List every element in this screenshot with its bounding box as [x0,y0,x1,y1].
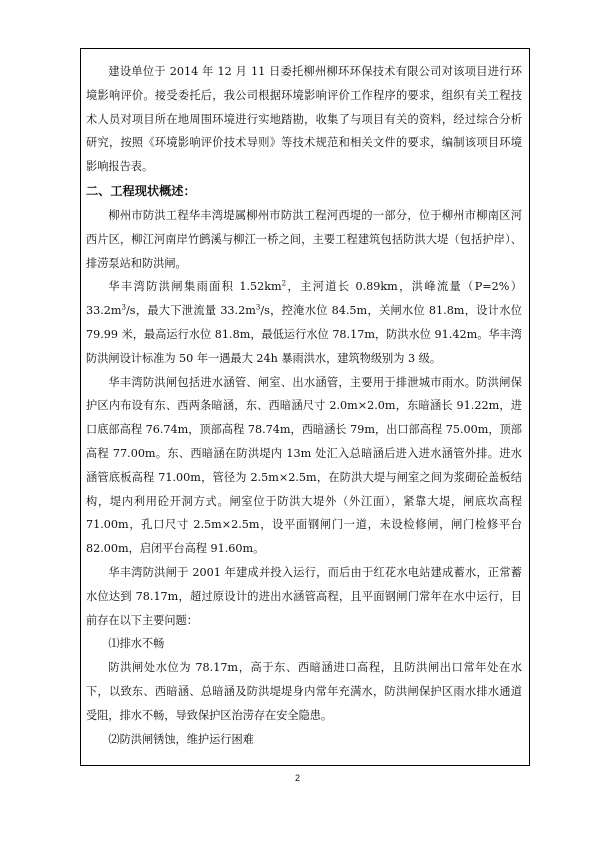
superscript-3a: 3 [121,303,126,312]
hydrology-text-4: /s，控淹水位 84.5m，关闸水位 81.8m，设计水位 79.99 米，最高运行水位 81.8m，最低运行水位 78.17m，防洪水位 91.42m。华丰湾防洪闸设计标准为 50 年一遇最大 24h 暴雨洪水，建筑物级别为 3 级。 [86,304,522,365]
page-content [86,60,522,751]
superscript-3b: 3 [255,303,261,312]
paragraph-history: 华丰湾防洪闸于 2001 年建成并投入运行，而后由于红花水电站建成蓄水，正常蓄水位达到 78.17m，超过原设计的进出水涵管高程，且平面钢闸门常年在水中运行，目前存在以下主要问题： [86,565,522,627]
problem-item-1: ⑴排水不畅 [108,637,165,651]
section-heading-project-overview: 二、工程现状概述： [86,183,196,198]
hydrology-text-3: /s，最大下泄流量 33.2m [126,304,256,318]
paragraph-commission: 建设单位于 2014 年 12 月 11 日委托柳州柳环环保技术有限公司对该项目进行环境影响评价。接受委托后，我公司根据环境影响评价工作程序的要求，组织有关工程技术人员对项目所在地周围环境进行实地踏勘，收集了与项目有关的资料，经过综合分析研究，按照《环境影响评价技术导则》等技术规范和相关文件的要求，编制该项目环境影响报告表。 [86,65,522,174]
page-number: 2 [294,773,300,783]
superscript-2: 2 [281,279,287,288]
hydrology-text-2: ，主河道长 0.89km，洪峰流量（P=2%）33.2m [86,280,522,318]
paragraph-project-location: 柳州市防洪工程华丰湾堤属柳州市防洪工程河西堤的一部分，位于柳州市柳南区河西片区，柳江河南岸竹鹧溪与柳江一桥之间，主要工程建筑包括防洪大堤（包括护岸）、排涝泵站和防洪闸。 [86,208,522,270]
problem-item-2: ⑵防洪闸锈蚀，维护运行困难 [108,732,254,746]
paragraph-drainage-problem: 防洪闸处水位为 78.17m，高于东、西暗涵进口高程，且防洪闸出口常年处在水下，以致东、西暗涵、总暗涵及防洪堤堤身内常年充满水，防洪闸保护区雨水排水通道受阻，排水不畅，导致保护区治涝存在安全隐患。 [86,661,522,722]
hydrology-text-1: 华丰湾防洪闸集雨面积 1.52km [108,280,282,294]
paragraph-structure: 华丰湾防洪闸包括进水涵管、闸室、出水涵管，主要用于排泄城市雨水。防洪闸保护区内布设有东、西两条暗涵，东、西暗涵尺寸 2.0m×2.0m，东暗涵长 91.22m，进口底部高程 76.74m，顶部高程 78.74m，西暗涵长 79m，出口部高程 75.00m，顶部高程 77.00m。东、西暗涵在防洪堤内 13m 处汇入总暗涵后进入进水涵管外排。进水涵管底板高程 71.00m，管径为 2.5m×2.5m，在防洪大堤与闸室之间为浆砌砼盖板结构，堤内利用砼开洞方式。闸室位于防洪大堤外（外江面），紧靠大堤，闸底坎高程 71.00m，孔口尺寸 2.5m×2.5m，设平面钢闸门一道，未设检修闸，闸门检修平台 82.00m，启闭平台高程 91.60m。 [86,375,522,556]
paragraph-hydrology [86,275,522,370]
